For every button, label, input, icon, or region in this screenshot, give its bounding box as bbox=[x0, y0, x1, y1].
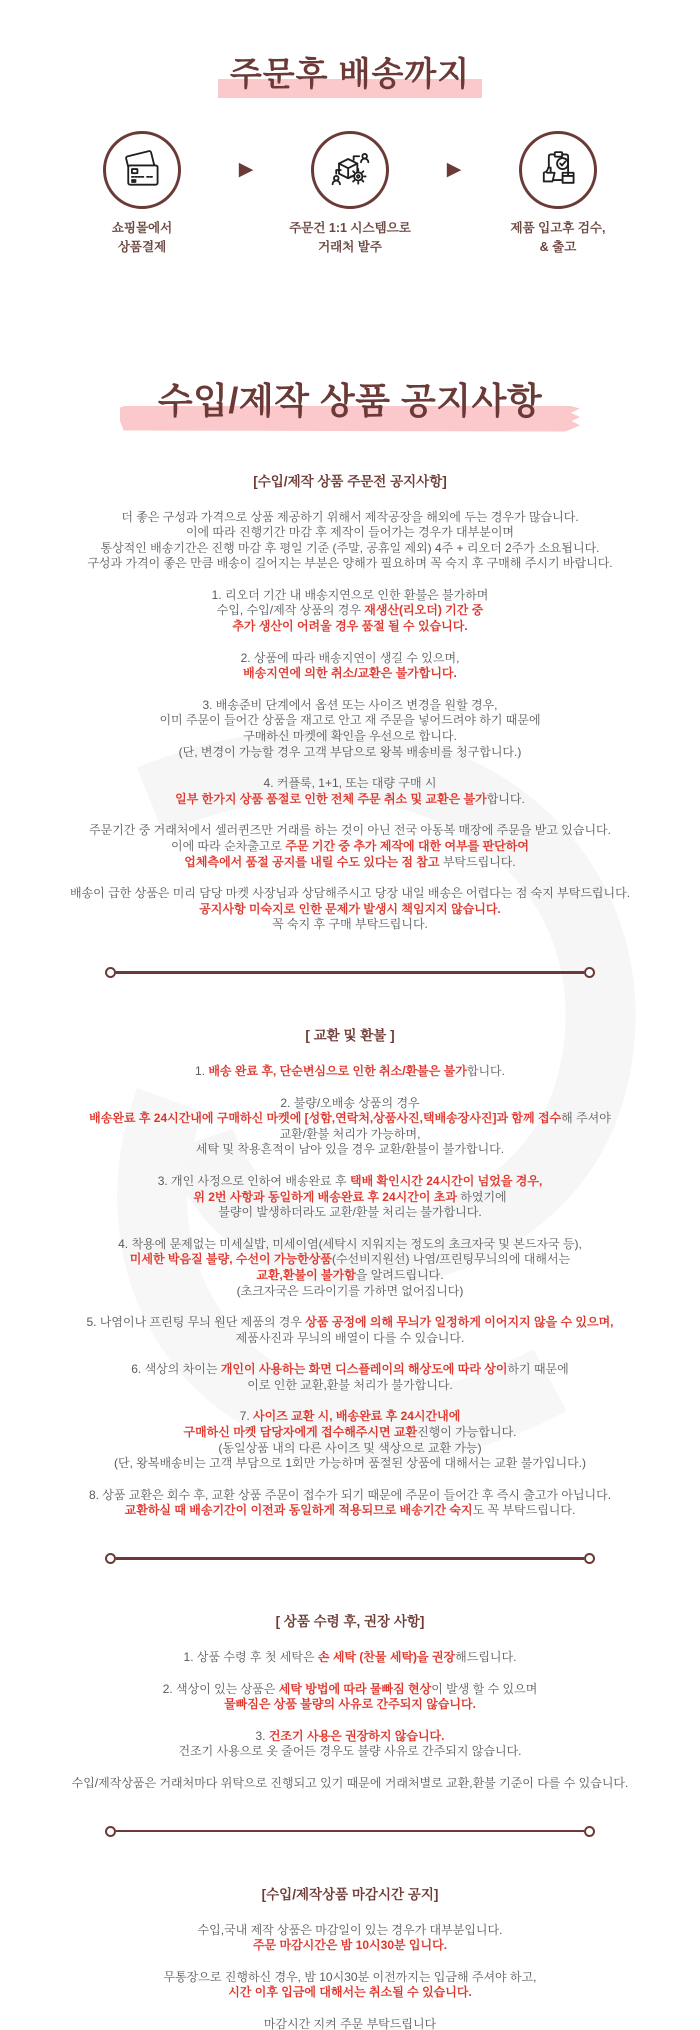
text-block bbox=[0, 823, 700, 870]
body-text: 불량이 발생하더라도 교환/환불 처리는 불가합니다. bbox=[218, 1205, 482, 1220]
divider-ring-right-icon bbox=[584, 967, 595, 978]
body-text: 해드립니다. bbox=[455, 1650, 517, 1665]
text-block bbox=[0, 698, 700, 760]
body-text: 2. 불량/오배송 상품의 경우 bbox=[280, 1095, 420, 1110]
text-line bbox=[0, 2017, 700, 2030]
body-text: 더 좋은 구성과 가격으로 상품 제공하기 위해서 제작공장을 해외에 두는 경우가 많습니다. bbox=[121, 509, 579, 524]
body-text: 수입/제작상품은 거래처마다 위탁으로 진행되고 있기 때문에 거래처별로 교환,환불 기준이 다를 수 있습니다. bbox=[71, 1776, 629, 1790]
emphasis-text: 주문 기간 중 추가 제작에 대한 여부를 판단하여 bbox=[285, 839, 529, 853]
text-block bbox=[0, 1096, 700, 1158]
step-label-line2: 거래처 발주 bbox=[318, 239, 382, 254]
text-line bbox=[0, 1142, 700, 1158]
text-block bbox=[0, 1923, 700, 1954]
step-label-line1: 쇼핑몰에서 bbox=[111, 221, 173, 235]
body-text: (단, 변경이 가능할 경우 고객 부담으로 왕복 배송비를 청구합니다.) bbox=[178, 744, 522, 759]
body-text: 1. bbox=[195, 1063, 209, 1078]
text-line bbox=[0, 619, 700, 635]
text-line bbox=[0, 1503, 700, 1519]
step-label-line1: 제품 입고후 검수, bbox=[510, 221, 606, 235]
text-line bbox=[0, 1237, 700, 1253]
body-text: 주문기간 중 거래처에서 셀러퀸즈만 거래를 하는 것이 아닌 전국 아동복 매장에 주문을 받고 있습니다. bbox=[89, 823, 611, 838]
body-text: 통상적인 배송기간은 진행 마감 후 평일 기준 (주말, 공휴일 제외) 4주 + 리오더 2주가 소요됩니다. bbox=[100, 540, 600, 555]
divider-ring-right-icon bbox=[584, 1826, 595, 1837]
text-line bbox=[0, 839, 700, 855]
section-divider bbox=[105, 1826, 595, 1837]
emphasis-text: 상품 공정에 의해 무늬가 일정하게 이어지지 않을 수 있으며, bbox=[305, 1315, 614, 1330]
process-step-payment bbox=[53, 131, 231, 257]
body-text: 4. 커플룩, 1+1, 또는 대량 구매 시 bbox=[263, 776, 437, 791]
text-block bbox=[0, 1362, 700, 1393]
text-block bbox=[0, 651, 700, 682]
body-text: 하였기에 bbox=[460, 1189, 507, 1204]
body-text: 1. 리오더 기간 내 배송지연으로 인한 환불은 불가하며 bbox=[211, 587, 489, 602]
text-line bbox=[0, 1127, 700, 1143]
header-area bbox=[0, 0, 700, 95]
body-text: 수입, 수입/제작 상품의 경우 bbox=[216, 603, 365, 618]
body-text: (동일상품 내의 다른 사이즈 및 색상으로 교환 가능) bbox=[218, 1440, 482, 1455]
body-text: 6. 색상의 차이는 bbox=[131, 1362, 221, 1377]
emphasis-text: 교환하실 때 배송기간이 이전과 동일하게 적용되므로 배송기간 숙지 bbox=[124, 1503, 473, 1518]
body-text: 3. 개인 사정으로 인하여 배송완료 후 bbox=[157, 1173, 350, 1188]
order-system-icon bbox=[328, 148, 372, 192]
emphasis-text: 공지사항 미숙지로 인한 문제가 발생시 책임지지 않습니다. bbox=[199, 901, 501, 916]
text-line bbox=[0, 902, 700, 918]
body-text: 수입,국내 제작 상품은 마감일이 있는 경우가 대부분입니다. bbox=[197, 1922, 503, 1937]
emphasis-text: 개인이 사용하는 화면 디스플레이의 해상도에 따라 상이 bbox=[220, 1362, 508, 1377]
text-line bbox=[0, 1190, 700, 1206]
order-process-flow bbox=[0, 131, 700, 257]
step-label bbox=[469, 219, 647, 257]
text-line bbox=[0, 1682, 700, 1698]
notice-title-text: 수입/제작 상품 공지사항 bbox=[157, 379, 543, 421]
text-line bbox=[0, 1174, 700, 1190]
text-line bbox=[0, 1205, 700, 1221]
text-line bbox=[0, 1331, 700, 1347]
text-line bbox=[0, 1923, 700, 1939]
section-header: [수입/제작 상품 주문전 공지사항] bbox=[253, 473, 447, 489]
section-body bbox=[0, 1650, 700, 1792]
step-circle bbox=[519, 131, 597, 209]
text-line bbox=[0, 1970, 700, 1986]
body-text: 2. 상품에 따라 배송지연이 생길 수 있으며, bbox=[240, 650, 460, 665]
text-line bbox=[0, 698, 700, 714]
text-line bbox=[0, 1938, 700, 1954]
body-text: 7. bbox=[239, 1409, 254, 1424]
section-exchange-refund bbox=[0, 1024, 700, 1519]
step-label bbox=[261, 219, 439, 257]
text-line bbox=[0, 1985, 700, 2001]
body-text: 세탁 및 착용흔적이 남아 있을 경우 교환/환불이 불가합니다. bbox=[195, 1142, 505, 1157]
body-text: 이 발생 할 수 있으며 bbox=[431, 1681, 538, 1696]
body-text: 3. 배송준비 단계에서 옵션 또는 사이즈 변경을 원할 경우, bbox=[202, 697, 498, 712]
section-after-receipt bbox=[0, 1610, 700, 1792]
divider-line bbox=[116, 971, 584, 974]
body-text: 부탁드립니다. bbox=[442, 854, 516, 869]
process-step-inspection bbox=[469, 131, 647, 257]
body-text: 이에 따라 순차출고로 bbox=[171, 839, 286, 853]
body-text: 이에 따라 진행기간 마감 후 제작이 들어가는 경우가 대부분이며 bbox=[185, 525, 515, 540]
emphasis-text: 교환,환불이 불가함 bbox=[256, 1267, 356, 1282]
body-text: 5. 나염이나 프린팅 무늬 원단 제품의 경우 bbox=[86, 1315, 306, 1330]
text-block bbox=[0, 886, 700, 933]
body-text: 이미 주문이 들어간 상품을 재고로 안고 재 주문을 넣어드려야 하기 때문에 bbox=[159, 713, 541, 728]
text-line bbox=[0, 1456, 700, 1472]
emphasis-text: 주문 마감시간은 밤 10시30분 입니다. bbox=[252, 1938, 448, 1953]
text-line bbox=[0, 792, 700, 808]
section-body bbox=[0, 1064, 700, 1519]
text-block bbox=[0, 588, 700, 635]
text-block bbox=[0, 1237, 700, 1299]
body-text: (수선비지원선) 나염/프린팅무늬의에 대해서는 bbox=[331, 1252, 571, 1267]
text-line bbox=[0, 510, 700, 526]
divider-ring-right-icon bbox=[584, 1553, 595, 1564]
emphasis-text: 배송완료 후 24시간내에 구매하신 마켓에 [성함,연락처,상품사진,택배송장사진]과 함께 접수 bbox=[89, 1111, 562, 1126]
section-header: [ 교환 및 환불 ] bbox=[305, 1027, 395, 1043]
text-block bbox=[0, 1488, 700, 1519]
divider-ring-left-icon bbox=[105, 967, 116, 978]
section-divider bbox=[105, 967, 595, 978]
emphasis-text: 미세한 박음질 불량, 수선이 가능한상품 bbox=[129, 1252, 332, 1267]
emphasis-text: 재생산(리오더) 기간 중 bbox=[364, 603, 484, 618]
text-line bbox=[0, 823, 700, 839]
emphasis-text: 업체측에서 품절 공지를 내릴 수도 있다는 점 참고 bbox=[184, 854, 443, 869]
text-block bbox=[0, 1970, 700, 2001]
text-line bbox=[0, 525, 700, 541]
text-line bbox=[0, 1744, 700, 1760]
text-block bbox=[0, 1776, 700, 1792]
text-block bbox=[0, 2017, 700, 2030]
text-block bbox=[0, 1682, 700, 1713]
text-line bbox=[0, 1488, 700, 1504]
text-line bbox=[0, 745, 700, 761]
text-line bbox=[0, 1650, 700, 1666]
text-line bbox=[0, 1268, 700, 1284]
body-text: 이로 인한 교환,환불 처리가 불가합니다. bbox=[247, 1377, 453, 1392]
emphasis-text: 건조기 사용은 권장하지 않습니다. bbox=[268, 1728, 445, 1743]
text-line bbox=[0, 1284, 700, 1300]
text-line bbox=[0, 1064, 700, 1080]
text-line bbox=[0, 1252, 700, 1268]
divider-line bbox=[116, 1830, 584, 1833]
body-text: 3. bbox=[255, 1728, 269, 1743]
body-text: 합니다. bbox=[466, 1063, 505, 1078]
body-text: 무통장으로 진행하신 경우, 밤 10시30분 이전까지는 입금해 주셔야 하고, bbox=[163, 1969, 537, 1984]
body-text: 2. 색상이 있는 상품은 bbox=[162, 1681, 279, 1696]
step-label-line1: 주문건 1:1 시스템으로 bbox=[289, 221, 411, 235]
text-block bbox=[0, 1650, 700, 1666]
section-deadline-notice bbox=[0, 1883, 700, 2030]
notice-title bbox=[158, 373, 542, 424]
text-block bbox=[0, 776, 700, 807]
text-line bbox=[0, 1729, 700, 1745]
body-text: 1. 상품 수령 후 첫 세탁은 bbox=[183, 1650, 318, 1665]
body-text: 4. 착용에 문제없는 미세실밥, 미세이염(세탁시 지워지는 정도의 초크자국 및 본드자국 등), bbox=[118, 1236, 582, 1251]
body-text: 구매하신 마켓에 확인을 우선으로 합니다. bbox=[243, 729, 457, 744]
body-text: 배송이 급한 상품은 미리 담당 마켓 사장님과 상담해주시고 당장 내일 배송은 어렵다는 점 숙지 부탁드립니다. bbox=[69, 886, 631, 901]
text-line bbox=[0, 855, 700, 871]
text-line bbox=[0, 1111, 700, 1127]
divider-ring-left-icon bbox=[105, 1553, 116, 1564]
section-header: [ 상품 수령 후, 권장 사항] bbox=[275, 1614, 425, 1630]
arrow-right-icon: ▶ bbox=[446, 159, 462, 180]
text-line bbox=[0, 1096, 700, 1112]
step-circle bbox=[103, 131, 181, 209]
emphasis-text: 배송 완료 후, 단순변심으로 인한 취소/환불은 불가 bbox=[208, 1063, 467, 1078]
text-block bbox=[0, 1315, 700, 1346]
section-divider bbox=[105, 1553, 595, 1564]
arrow-right-icon: ▶ bbox=[238, 159, 254, 180]
emphasis-text: 일부 한가지 상품 품절로 인한 전체 주문 취소 및 교환은 불가 bbox=[175, 791, 487, 806]
text-block bbox=[0, 1729, 700, 1760]
emphasis-text: 사이즈 교환 시, 배송완료 후 24시간내에 bbox=[253, 1409, 461, 1424]
emphasis-text: 택배 확인시간 24시간이 넘었을 경우, bbox=[350, 1173, 543, 1188]
text-line bbox=[0, 541, 700, 557]
section-header: [수입/제작상품 마감시간 공지] bbox=[261, 1886, 439, 1902]
notice-title-area bbox=[0, 373, 700, 424]
step-label-line2: 상품결제 bbox=[117, 239, 167, 254]
body-text: (초크자국은 드라이기를 가하면 없어집니다) bbox=[236, 1283, 464, 1298]
emphasis-text: 물빠짐은 상품 불량의 사유로 간주되지 않습니다. bbox=[224, 1697, 476, 1712]
text-block bbox=[0, 510, 700, 572]
credit-card-icon bbox=[120, 148, 164, 192]
divider-line bbox=[116, 1557, 584, 1560]
text-line bbox=[0, 729, 700, 745]
emphasis-text: 손 세탁 (찬물 세탁)을 권장 bbox=[317, 1650, 456, 1665]
text-line bbox=[0, 1409, 700, 1425]
body-text: 마감시간 지켜 주문 부탁드립니다 bbox=[263, 2016, 437, 2030]
body-text: 건조기 사용으로 옷 줄어든 경우도 불량 사유로 간주되지 않습니다. bbox=[178, 1744, 522, 1759]
text-line bbox=[0, 1362, 700, 1378]
process-step-order-system bbox=[261, 131, 439, 257]
text-line bbox=[0, 1776, 700, 1792]
body-text: 8. 상품 교환은 회수 후, 교환 상품 주문이 접수가 되기 때문에 주문이 들어간 후 즉시 출고가 아닙니다. bbox=[88, 1487, 612, 1502]
text-block bbox=[0, 1174, 700, 1221]
section-body bbox=[0, 1923, 700, 2030]
body-text: 합니다. bbox=[486, 791, 525, 806]
emphasis-text: 구매하신 마켓 담당자에게 접수해주시면 교환 bbox=[183, 1425, 418, 1440]
text-line bbox=[0, 886, 700, 902]
emphasis-text: 시간 이후 입금에 대해서는 취소될 수 있습니다. bbox=[228, 1985, 472, 2000]
text-block bbox=[0, 1064, 700, 1080]
text-block bbox=[0, 1409, 700, 1471]
text-line bbox=[0, 1425, 700, 1441]
body-text: (단, 왕복배송비는 고객 부담으로 1회만 가능하며 품절된 상품에 대해서는 교환 불가입니다.) bbox=[114, 1456, 586, 1471]
body-text: 제품사진과 무늬의 배열이 다를 수 있습니다. bbox=[235, 1330, 465, 1345]
text-line bbox=[0, 917, 700, 933]
text-line bbox=[0, 776, 700, 792]
body-text: 진행이 가능합니다. bbox=[417, 1425, 517, 1440]
step-label-line2: & 출고 bbox=[539, 239, 577, 254]
emphasis-text: 위 2번 사항과 동일하게 배송완료 후 24시간이 초과 bbox=[193, 1189, 461, 1204]
step-label bbox=[53, 219, 231, 257]
text-line bbox=[0, 666, 700, 682]
text-line bbox=[0, 651, 700, 667]
text-line bbox=[0, 556, 700, 572]
text-line bbox=[0, 1315, 700, 1331]
body-text: 을 알려드립니다. bbox=[355, 1267, 444, 1282]
body-text: 해 주셔야 bbox=[561, 1111, 611, 1126]
step-circle bbox=[311, 131, 389, 209]
emphasis-text: 추가 생산이 어려울 경우 품절 될 수 있습니다. bbox=[232, 619, 468, 634]
section-body bbox=[0, 510, 700, 933]
page-title-text: 주문후 배송까지 bbox=[222, 48, 478, 95]
body-text: 교환/환불 처리가 가능하며, bbox=[279, 1126, 421, 1141]
text-line bbox=[0, 1441, 700, 1457]
divider-ring-left-icon bbox=[105, 1826, 116, 1837]
body-text: 꼭 숙지 후 구매 부탁드립니다. bbox=[272, 917, 428, 932]
section-pre-order-notice bbox=[0, 470, 700, 933]
text-line bbox=[0, 713, 700, 729]
text-line bbox=[0, 1697, 700, 1713]
text-line bbox=[0, 588, 700, 604]
text-line bbox=[0, 1378, 700, 1394]
page-title bbox=[0, 48, 700, 95]
body-text: 구성과 가격이 좋은 만큼 배송이 길어지는 부분은 양해가 필요하며 꼭 숙지 후 구매해 주시기 바랍니다. bbox=[87, 556, 613, 571]
body-text: 하기 때문에 bbox=[507, 1362, 569, 1377]
emphasis-text: 세탁 방법에 따라 물빠짐 현상 bbox=[278, 1681, 432, 1696]
body-text: 도 꼭 부탁드립니다. bbox=[472, 1503, 576, 1518]
inspection-shipping-icon bbox=[536, 148, 580, 192]
emphasis-text: 배송지연에 의한 취소/교환은 불가합니다. bbox=[243, 666, 457, 681]
text-line bbox=[0, 603, 700, 619]
